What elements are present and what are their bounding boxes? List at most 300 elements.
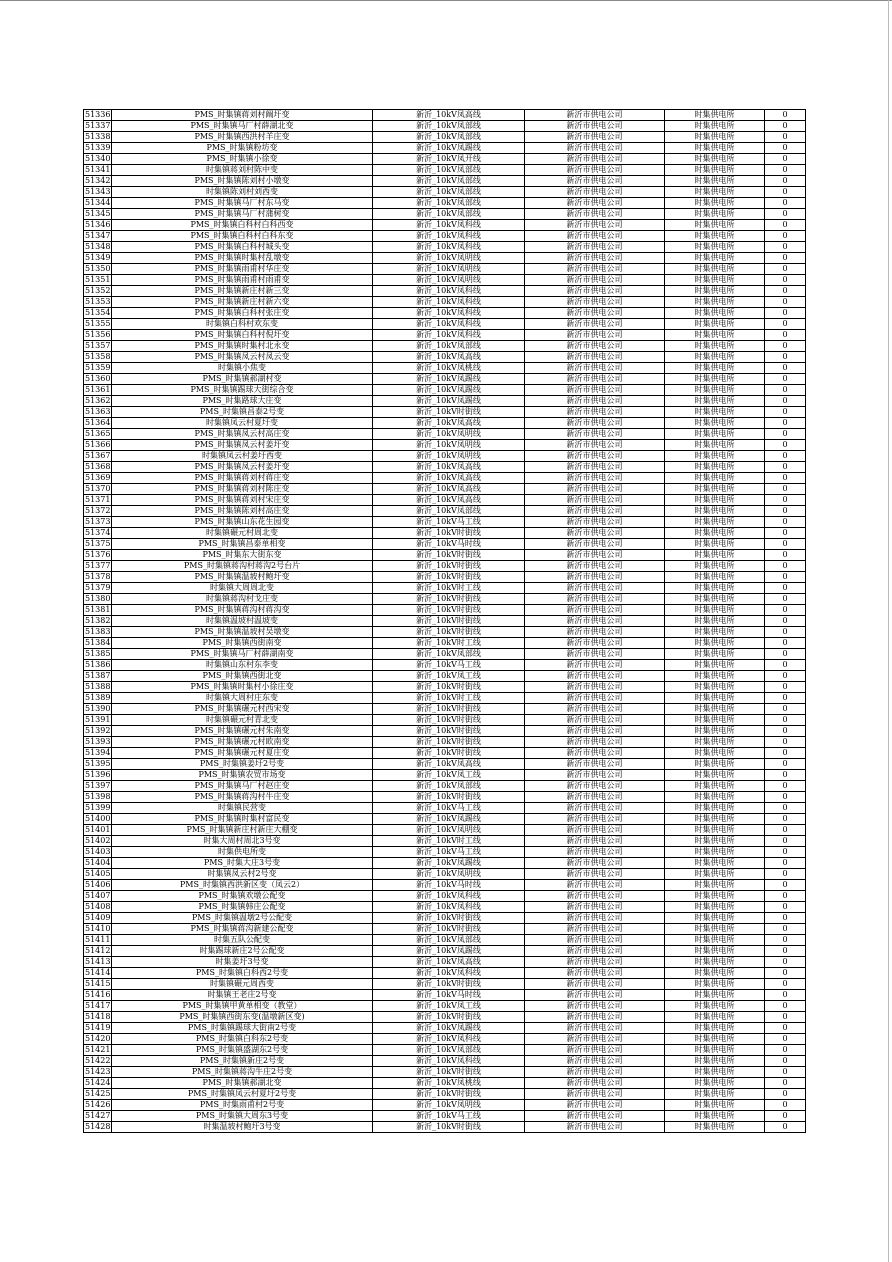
cell-transformer-name: PMS_时集镇白科西2号变 [112,968,373,979]
table-row [84,561,806,572]
table-row [84,374,806,385]
table-row [84,715,806,726]
cell-feeder-line: 新沂_10kV凤高线 [373,473,525,484]
table-row [84,1056,806,1067]
cell-transformer-name: PMS_时集镇马厂村薛湖南变 [112,649,373,660]
cell-id: 51407 [85,891,111,900]
cell-value: 0 [765,902,806,913]
cell-id: 51403 [85,847,111,856]
cell-transformer-name: PMS_时集镇马厂村蒲树变 [112,209,373,220]
cell-value: 0 [765,473,806,484]
table-row [84,363,806,374]
cell-feeder-line: 新沂_10kV凤部线 [373,187,525,198]
cell-value: 0 [765,528,806,539]
cell-value: 0 [765,1056,806,1067]
cell-transformer-name: 时集镇碾元周西变 [112,979,373,990]
cell-station: 时集供电所 [665,440,765,451]
cell-company: 新沂市供电公司 [525,286,665,297]
cell-station: 时集供电所 [665,1078,765,1089]
cell-feeder-line: 新沂_10kV凤高线 [373,759,525,770]
cell-transformer-name: PMS_时集镇白科村张庄变 [112,308,373,319]
table-row [84,132,806,143]
cell-transformer-name: PMS_时集镇时集村小徐庄变 [112,682,373,693]
cell-feeder-line: 新沂_10kV时街线 [373,407,525,418]
table-row [84,110,806,121]
cell-company: 新沂市供电公司 [525,341,665,352]
cell-id: 51400 [85,814,111,823]
cell-value: 0 [765,231,806,242]
cell-transformer-name: PMS_时集镇蒋沟新建公配变 [112,924,373,935]
cell-value: 0 [765,583,806,594]
cell-feeder-line: 新沂_10kV凤明线 [373,451,525,462]
cell-id: 51425 [85,1089,111,1098]
table-row [84,264,806,275]
cell-value: 0 [765,1122,806,1133]
table-row [84,990,806,1001]
table-row [84,286,806,297]
cell-station: 时集供电所 [665,858,765,869]
cell-transformer-name: PMS_时集镇马厂村薛湖北变 [112,121,373,132]
cell-transformer-name: PMS_时集镇蒋沟村蒋沟变 [112,605,373,616]
table-row [84,506,806,517]
table-row [84,858,806,869]
cell-feeder-line: 新沂_10kV时街线 [373,627,525,638]
cell-company: 新沂市供电公司 [525,264,665,275]
table-row [84,539,806,550]
cell-station: 时集供电所 [665,913,765,924]
table-row [84,1001,806,1012]
cell-id: 51397 [85,781,111,790]
cell-feeder-line: 新沂_10kV凤部线 [373,121,525,132]
cell-station: 时集供电所 [665,187,765,198]
cell-value: 0 [765,242,806,253]
table-row [84,682,806,693]
cell-value: 0 [765,594,806,605]
cell-company: 新沂市供电公司 [525,1067,665,1078]
cell-transformer-name: PMS_时集镇马厂村赵庄变 [112,781,373,792]
cell-company: 新沂市供电公司 [525,704,665,715]
cell-transformer-name: PMS_时集镇陈刘村高庄变 [112,506,373,517]
table-row [84,242,806,253]
cell-station: 时集供电所 [665,869,765,880]
cell-feeder-line: 新沂_10kV时街线 [373,924,525,935]
table-row [84,759,806,770]
cell-id: 51339 [85,143,111,152]
cell-value: 0 [765,341,806,352]
table-row [84,1100,806,1111]
cell-station: 时集供电所 [665,803,765,814]
cell-transformer-name: PMS_时集镇昌泰2号变 [112,407,373,418]
cell-value: 0 [765,506,806,517]
cell-feeder-line: 新沂_10kV马工线 [373,660,525,671]
cell-feeder-line: 新沂_10kV凤高线 [373,957,525,968]
table-row [84,583,806,594]
top-rule [0,0,892,1]
cell-transformer-name: 时集镇温坡村温坡变 [112,616,373,627]
cell-transformer-name: PMS_时集镇新庄村新三变 [112,286,373,297]
cell-id: 51419 [85,1023,111,1032]
cell-company: 新沂市供电公司 [525,1122,665,1133]
cell-feeder-line: 新沂_10kV凤科线 [373,891,525,902]
cell-value: 0 [765,847,806,858]
table-row [84,352,806,363]
cell-id: 51413 [85,957,111,966]
cell-transformer-name: PMS_时集镇西街东变(温墩新区变) [112,1012,373,1023]
cell-company: 新沂市供电公司 [525,363,665,374]
cell-station: 时集供电所 [665,330,765,341]
table-row [84,836,806,847]
cell-station: 时集供电所 [665,451,765,462]
cell-id: 51366 [85,440,111,449]
cell-value: 0 [765,1023,806,1034]
cell-company: 新沂市供电公司 [525,770,665,781]
cell-company: 新沂市供电公司 [525,781,665,792]
cell-id: 51354 [85,308,111,317]
cell-value: 0 [765,374,806,385]
cell-value: 0 [765,385,806,396]
cell-station: 时集供电所 [665,1056,765,1067]
cell-id: 51377 [85,561,111,570]
cell-transformer-name: PMS_时集镇甲黄单相变（教堂） [112,1001,373,1012]
cell-value: 0 [765,1089,806,1100]
cell-company: 新沂市供电公司 [525,154,665,165]
cell-station: 时集供电所 [665,1089,765,1100]
cell-company: 新沂市供电公司 [525,715,665,726]
cell-feeder-line: 新沂_10kV凤科线 [373,286,525,297]
cell-id: 51388 [85,682,111,691]
cell-station: 时集供电所 [665,770,765,781]
cell-transformer-name: 时集镇小焦变 [112,363,373,374]
cell-id: 51417 [85,1001,111,1010]
cell-company: 新沂市供电公司 [525,297,665,308]
cell-feeder-line: 新沂_10kV凤明线 [373,429,525,440]
table-row [84,121,806,132]
cell-company: 新沂市供电公司 [525,429,665,440]
cell-feeder-line: 新沂_10kV时街线 [373,715,525,726]
table-row [84,187,806,198]
cell-station: 时集供电所 [665,891,765,902]
cell-station: 时集供电所 [665,1001,765,1012]
cell-id: 51386 [85,660,111,669]
cell-station: 时集供电所 [665,902,765,913]
cell-value: 0 [765,770,806,781]
cell-station: 时集供电所 [665,847,765,858]
cell-company: 新沂市供电公司 [525,253,665,264]
cell-value: 0 [765,836,806,847]
table-row [84,968,806,979]
cell-station: 时集供电所 [665,1111,765,1122]
table-row [84,792,806,803]
cell-id: 51348 [85,242,111,251]
cell-feeder-line: 新沂_10kV凤高线 [373,418,525,429]
cell-company: 新沂市供电公司 [525,605,665,616]
cell-id: 51411 [85,935,111,944]
cell-id: 51378 [85,572,111,581]
cell-station: 时集供电所 [665,616,765,627]
cell-transformer-name: PMS_时集镇蒋刘村阚圩变 [112,110,373,121]
cell-station: 时集供电所 [665,110,765,121]
cell-value: 0 [765,968,806,979]
table-row [84,330,806,341]
cell-transformer-name: PMS_时集镇碾元村朱南变 [112,726,373,737]
cell-company: 新沂市供电公司 [525,814,665,825]
cell-station: 时集供电所 [665,407,765,418]
cell-value: 0 [765,913,806,924]
cell-company: 新沂市供电公司 [525,726,665,737]
cell-station: 时集供电所 [665,649,765,660]
cell-company: 新沂市供电公司 [525,638,665,649]
cell-company: 新沂市供电公司 [525,836,665,847]
cell-company: 新沂市供电公司 [525,407,665,418]
cell-id: 51342 [85,176,111,185]
cell-company: 新沂市供电公司 [525,1034,665,1045]
cell-id: 51392 [85,726,111,735]
cell-transformer-name: 时集镇蒋刘村陈中变 [112,165,373,176]
cell-station: 时集供电所 [665,143,765,154]
cell-company: 新沂市供电公司 [525,924,665,935]
cell-company: 新沂市供电公司 [525,539,665,550]
cell-station: 时集供电所 [665,363,765,374]
cell-company: 新沂市供电公司 [525,880,665,891]
cell-id: 51373 [85,517,111,526]
cell-id: 51341 [85,165,111,174]
cell-id: 51415 [85,979,111,988]
cell-transformer-name: PMS_时集镇凤云村夏圩2号变 [112,1089,373,1100]
cell-company: 新沂市供电公司 [525,275,665,286]
cell-transformer-name: 时集大周村周北3号变 [112,836,373,847]
cell-value: 0 [765,1067,806,1078]
cell-transformer-name: PMS_时集镇碾元村夏庄变 [112,748,373,759]
table-row [84,594,806,605]
cell-feeder-line: 新沂_10kV凤科线 [373,968,525,979]
cell-feeder-line: 新沂_10kV凤踢线 [373,858,525,869]
cell-transformer-name: PMS_时集镇白科村白科西变 [112,220,373,231]
cell-feeder-line: 新沂_10kV凤工线 [373,671,525,682]
cell-station: 时集供电所 [665,132,765,143]
cell-company: 新沂市供电公司 [525,1012,665,1023]
cell-value: 0 [765,484,806,495]
table-row [84,891,806,902]
cell-value: 0 [765,407,806,418]
cell-id: 51424 [85,1078,111,1087]
table-row [84,484,806,495]
cell-id: 51345 [85,209,111,218]
cell-station: 时集供电所 [665,825,765,836]
cell-company: 新沂市供电公司 [525,209,665,220]
cell-feeder-line: 新沂_10kV时街线 [373,550,525,561]
cell-transformer-name: PMS_时集镇西洪村羊庄变 [112,132,373,143]
cell-value: 0 [765,671,806,682]
cell-id: 51402 [85,836,111,845]
cell-transformer-name: PMS_时集镇韩庄公配变 [112,902,373,913]
cell-value: 0 [765,825,806,836]
cell-value: 0 [765,1078,806,1089]
cell-company: 新沂市供电公司 [525,825,665,836]
cell-value: 0 [765,572,806,583]
cell-value: 0 [765,1111,806,1122]
cell-feeder-line: 新沂_10kV凤桃线 [373,1078,525,1089]
cell-id: 51376 [85,550,111,559]
cell-feeder-line: 新沂_10kV凤踢线 [373,143,525,154]
cell-station: 时集供电所 [665,165,765,176]
cell-transformer-name: PMS_时集镇温坡村鲍圩变 [112,572,373,583]
cell-company: 新沂市供电公司 [525,1023,665,1034]
cell-value: 0 [765,979,806,990]
cell-feeder-line: 新沂_10kV凤部线 [373,781,525,792]
cell-station: 时集供电所 [665,429,765,440]
cell-feeder-line: 新沂_10kV凤科线 [373,242,525,253]
cell-value: 0 [765,935,806,946]
cell-value: 0 [765,308,806,319]
cell-company: 新沂市供电公司 [525,990,665,1001]
table-row [84,297,806,308]
cell-value: 0 [765,715,806,726]
cell-id: 51416 [85,990,111,999]
cell-value: 0 [765,198,806,209]
cell-value: 0 [765,209,806,220]
table-row [84,451,806,462]
cell-station: 时集供电所 [665,693,765,704]
cell-company: 新沂市供电公司 [525,319,665,330]
cell-value: 0 [765,110,806,121]
cell-station: 时集供电所 [665,935,765,946]
cell-station: 时集供电所 [665,759,765,770]
cell-transformer-name: PMS_时集镇郝湖村变 [112,374,373,385]
cell-transformer-name: PMS_时集镇马厂村东马变 [112,198,373,209]
cell-id: 51369 [85,473,111,482]
cell-id: 51385 [85,649,111,658]
cell-value: 0 [765,946,806,957]
table-row [84,671,806,682]
cell-feeder-line: 新沂_10kV时街线 [373,737,525,748]
cell-station: 时集供电所 [665,242,765,253]
table-row [84,814,806,825]
cell-station: 时集供电所 [665,209,765,220]
cell-station: 时集供电所 [665,627,765,638]
cell-id: 51352 [85,286,111,295]
cell-company: 新沂市供电公司 [525,1089,665,1100]
cell-company: 新沂市供电公司 [525,759,665,770]
cell-transformer-name: PMS_时集镇蒋沟牛庄2号变 [112,1067,373,1078]
cell-transformer-name: 时集姜圩3号变 [112,957,373,968]
cell-transformer-name: 时集踢球新庄2号公配变 [112,946,373,957]
table-row [84,440,806,451]
cell-station: 时集供电所 [665,154,765,165]
cell-transformer-name: PMS_时集镇踢球大街综合变 [112,385,373,396]
cell-id: 51367 [85,451,111,460]
cell-id: 51368 [85,462,111,471]
cell-feeder-line: 新沂_10kV时工线 [373,836,525,847]
cell-station: 时集供电所 [665,121,765,132]
cell-id: 51426 [85,1100,111,1109]
cell-company: 新沂市供电公司 [525,231,665,242]
cell-station: 时集供电所 [665,374,765,385]
cell-id: 51393 [85,737,111,746]
cell-value: 0 [765,286,806,297]
cell-feeder-line: 新沂_10kV时街线 [373,528,525,539]
cell-value: 0 [765,682,806,693]
cell-station: 时集供电所 [665,1122,765,1133]
cell-value: 0 [765,220,806,231]
cell-id: 51412 [85,946,111,955]
cell-station: 时集供电所 [665,583,765,594]
table-row [84,418,806,429]
cell-id: 51401 [85,825,111,834]
cell-transformer-name: PMS_时集镇新庄2号变 [112,1056,373,1067]
cell-value: 0 [765,891,806,902]
cell-transformer-name: PMS_时集镇西街南变 [112,638,373,649]
cell-id: 51362 [85,396,111,405]
table-row [84,385,806,396]
cell-feeder-line: 新沂_10kV凤高线 [373,110,525,121]
cell-feeder-line: 新沂_10kV时街线 [373,682,525,693]
table-row [84,231,806,242]
cell-feeder-line: 新沂_10kV凤工线 [373,770,525,781]
cell-value: 0 [765,121,806,132]
cell-feeder-line: 新沂_10kV马工线 [373,1111,525,1122]
cell-company: 新沂市供电公司 [525,440,665,451]
cell-company: 新沂市供电公司 [525,396,665,407]
cell-transformer-name: PMS_时集镇山东花生园变 [112,517,373,528]
cell-id: 51338 [85,132,111,141]
cell-feeder-line: 新沂_10kV凤科线 [373,1056,525,1067]
table-row [84,660,806,671]
cell-id: 51418 [85,1012,111,1021]
cell-id: 51390 [85,704,111,713]
right-rule [888,0,889,1262]
table-row [84,924,806,935]
cell-value: 0 [765,1045,806,1056]
cell-feeder-line: 新沂_10kV凤科线 [373,231,525,242]
cell-feeder-line: 新沂_10kV凤踢线 [373,814,525,825]
cell-transformer-name: 时集镇陈刘村刘西变 [112,187,373,198]
cell-station: 时集供电所 [665,715,765,726]
cell-feeder-line: 新沂_10kV凤科线 [373,297,525,308]
cell-feeder-line: 新沂_10kV马时线 [373,990,525,1001]
cell-company: 新沂市供电公司 [525,902,665,913]
cell-value: 0 [765,319,806,330]
cell-value: 0 [765,143,806,154]
cell-station: 时集供电所 [665,1100,765,1111]
cell-company: 新沂市供电公司 [525,627,665,638]
cell-feeder-line: 新沂_10kV时街线 [373,594,525,605]
table-row [84,1067,806,1078]
cell-value: 0 [765,1034,806,1045]
cell-id: 51409 [85,913,111,922]
cell-feeder-line: 新沂_10kV凤部线 [373,165,525,176]
cell-station: 时集供电所 [665,517,765,528]
cell-station: 时集供电所 [665,1067,765,1078]
cell-station: 时集供电所 [665,836,765,847]
cell-id: 51387 [85,671,111,680]
cell-company: 新沂市供电公司 [525,979,665,990]
cell-transformer-name: 时集镇民营变 [112,803,373,814]
cell-company: 新沂市供电公司 [525,1111,665,1122]
cell-value: 0 [765,451,806,462]
cell-feeder-line: 新沂_10kV时工线 [373,693,525,704]
table-row [84,1012,806,1023]
cell-feeder-line: 新沂_10kV马时线 [373,880,525,891]
cell-id: 51356 [85,330,111,339]
cell-value: 0 [765,880,806,891]
cell-company: 新沂市供电公司 [525,968,665,979]
cell-transformer-name: 时集镇凤云村姜圩西变 [112,451,373,462]
cell-id: 51361 [85,385,111,394]
cell-company: 新沂市供电公司 [525,484,665,495]
cell-id: 51350 [85,264,111,273]
cell-id: 51357 [85,341,111,350]
cell-id: 51405 [85,869,111,878]
